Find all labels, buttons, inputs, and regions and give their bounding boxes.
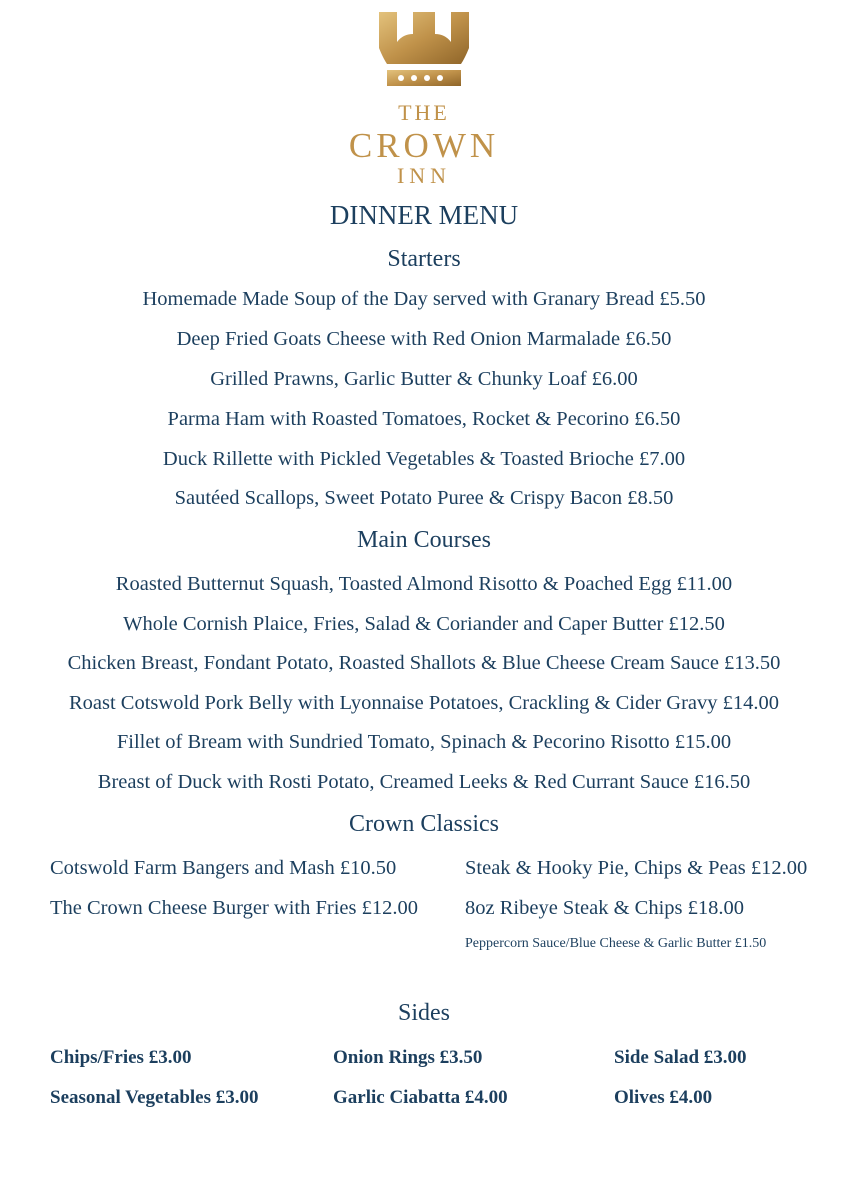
main-item: Chicken Breast, Fondant Potato, Roasted Shallots & Blue Cheese Cream Sauce £13.50 — [67, 652, 781, 674]
classic-item: 8oz Ribeye Steak & Chips £18.00 — [465, 897, 745, 919]
side-item: Side Salad £3.00 — [614, 1047, 747, 1068]
side-item: Chips/Fries £3.00 — [50, 1047, 192, 1068]
starter-item: Sautéed Scallops, Sweet Potato Puree & Crispy Bacon £8.50 — [174, 487, 674, 509]
classic-item: Steak & Hooky Pie, Chips & Peas £12.00 — [465, 857, 808, 879]
main-item: Breast of Duck with Rosti Potato, Creamed Leeks & Red Currant Sauce £16.50 — [97, 771, 751, 793]
starter-item: Deep Fried Goats Cheese with Red Onion Marmalade £6.50 — [176, 328, 672, 350]
side-item: Onion Rings £3.50 — [333, 1047, 483, 1068]
side-item: Olives £4.00 — [614, 1087, 713, 1108]
mains-heading: Main Courses — [357, 527, 491, 553]
main-item: Roast Cotswold Pork Belly with Lyonnaise Potatoes, Crackling & Cider Gravy £14.00 — [68, 692, 780, 714]
classics-heading: Crown Classics — [349, 811, 499, 837]
sides-heading: Sides — [397, 1000, 450, 1026]
logo-line-the: THE — [398, 100, 450, 125]
classic-item: The Crown Cheese Burger with Fries £12.00 — [50, 897, 418, 919]
crown-icon — [377, 12, 471, 88]
main-item: Fillet of Bream with Sundried Tomato, Spinach & Pecorino Risotto £15.00 — [116, 731, 732, 753]
main-item: Roasted Butternut Squash, Toasted Almond Risotto & Poached Egg £11.00 — [115, 573, 733, 595]
main-item: Whole Cornish Plaice, Fries, Salad & Coriander and Caper Butter £12.50 — [123, 613, 725, 635]
menu-title: DINNER MENU — [329, 200, 519, 230]
logo — [0, 12, 848, 187]
sauce-note: Peppercorn Sauce/Blue Cheese & Garlic Butter £1.50 — [465, 936, 767, 951]
side-item: Garlic Ciabatta £4.00 — [333, 1087, 508, 1108]
logo-line-crown: CROWN — [348, 126, 500, 165]
classic-item: Cotswold Farm Bangers and Mash £10.50 — [50, 857, 397, 879]
starter-item: Grilled Prawns, Garlic Butter & Chunky Loaf £6.00 — [210, 368, 638, 390]
starters-heading: Starters — [387, 246, 461, 272]
side-item: Seasonal Vegetables £3.00 — [50, 1087, 259, 1108]
logo-line-inn: INN — [396, 163, 452, 188]
starter-item: Parma Ham with Roasted Tomatoes, Rocket & Pecorino £6.50 — [167, 408, 681, 430]
starter-item: Duck Rillette with Pickled Vegetables & Toasted Brioche £7.00 — [162, 448, 686, 470]
starter-item: Homemade Made Soup of the Day served with Granary Bread £5.50 — [142, 288, 706, 310]
